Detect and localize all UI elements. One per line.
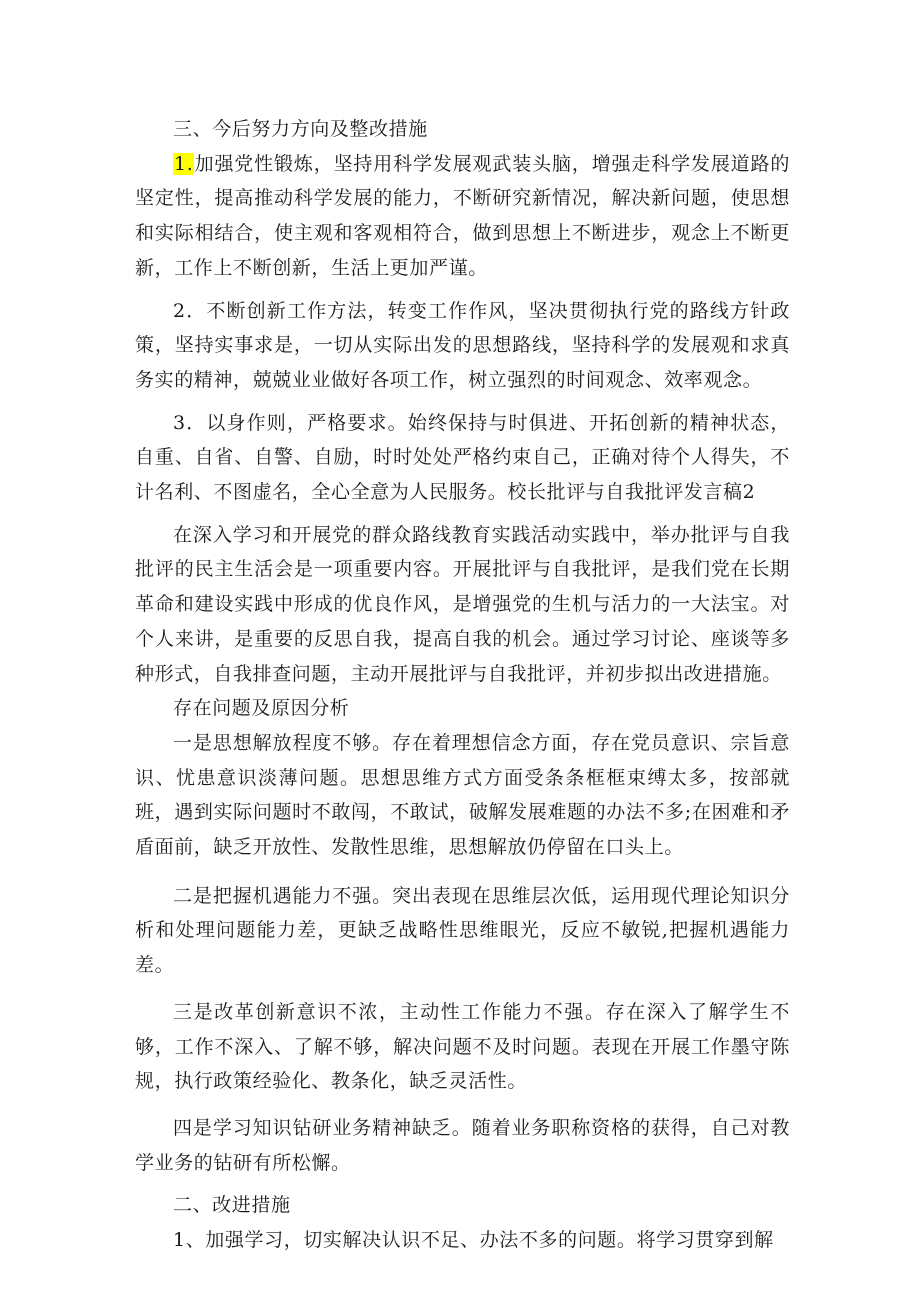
paragraph-item-2: 2．不断创新工作方法，转变工作作风，坚决贯彻执行党的路线方针政策，坚持实事求是，一切从实际出发的思想路线，坚持科学的发展观和求真务实的精神，兢兢业业做好各项工作，树立强烈的时间观念、效率观念。 <box>135 299 790 391</box>
paragraph-problem-1: 一是思想解放程度不够。存在着理想信念方面，存在党员意识、宗旨意识、忧患意识淡薄问题。思想思维方式方面受条条框框束缚太多，按部就班，遇到实际问题时不敢闯，不敢试，破解发展难题的办法不多;在困难和矛盾面前，缺乏开放性、发散性思维，思想解放仍停留在口头上。 <box>135 731 790 859</box>
paragraph-item-3: 3．以身作则，严格要求。始终保持与时俱进、开拓创新的精神状态，自重、自省、自警、自励，时时处处严格约束自己，正确对待个人得失，不计名利、不图虚名，全心全意为人民服务。校长批评与自我批评发言稿2 <box>135 411 790 504</box>
paragraph-item-1 <box>135 147 790 286</box>
problems-heading: 存在问题及原因分析 <box>173 697 350 720</box>
document-body <box>135 112 790 1258</box>
section-heading-3: 三、今后努力方向及整改措施 <box>173 118 428 140</box>
measures-heading: 二、改进措施 <box>173 1194 291 1217</box>
highlighted-number: 1. <box>174 152 194 175</box>
paragraph-problem-2: 二是把握机遇能力不强。突出表现在思维层次低，运用现代理论知识分析和处理问题能力差，更缺乏战略性思维眼光，反应不敏锐,把握机遇能力差。 <box>135 884 790 977</box>
item-1-text: 加强党性锻炼，坚持用科学发展观武装头脑，增强走科学发展道路的坚定性，提高推动科学发展的能力，不断研究新情况，解决新问题，使思想和实际相结合，使主观和客观相符合，做到思想上不断进步，观念上不断更新，工作上不断创新，生活上更加严谨。 <box>135 152 790 279</box>
paragraph-intro: 在深入学习和开展党的群众路线教育实践活动实践中，举办批评与自我批评的民主生活会是一项重要内容。开展批评与自我批评，是我们党在长期革命和建设实践中形成的优良作风，是增强党的生机与活力的一大法宝。对个人来讲，是重要的反思自我，提高自我的机会。通过学习讨论、座谈等多种形式，自我排查问题，主动开展批评与自我批评，并初步拟出改进措施。 <box>135 523 790 685</box>
paragraph-problem-3: 三是改革创新意识不浓，主动性工作能力不强。存在深入了解学生不够，工作不深入、了解不够，解决问题不及时问题。表现在开展工作墨守陈规，执行政策经验化、教条化，缺乏灵活性。 <box>135 1000 790 1093</box>
paragraph-measure-1: 1、加强学习，切实解决认识不足、办法不多的问题。将学习贯穿到解 <box>173 1229 774 1252</box>
paragraph-problem-4: 四是学习知识钻研业务精神缺乏。随着业务职称资格的获得，自己对教学业务的钻研有所松懈。 <box>135 1116 790 1174</box>
